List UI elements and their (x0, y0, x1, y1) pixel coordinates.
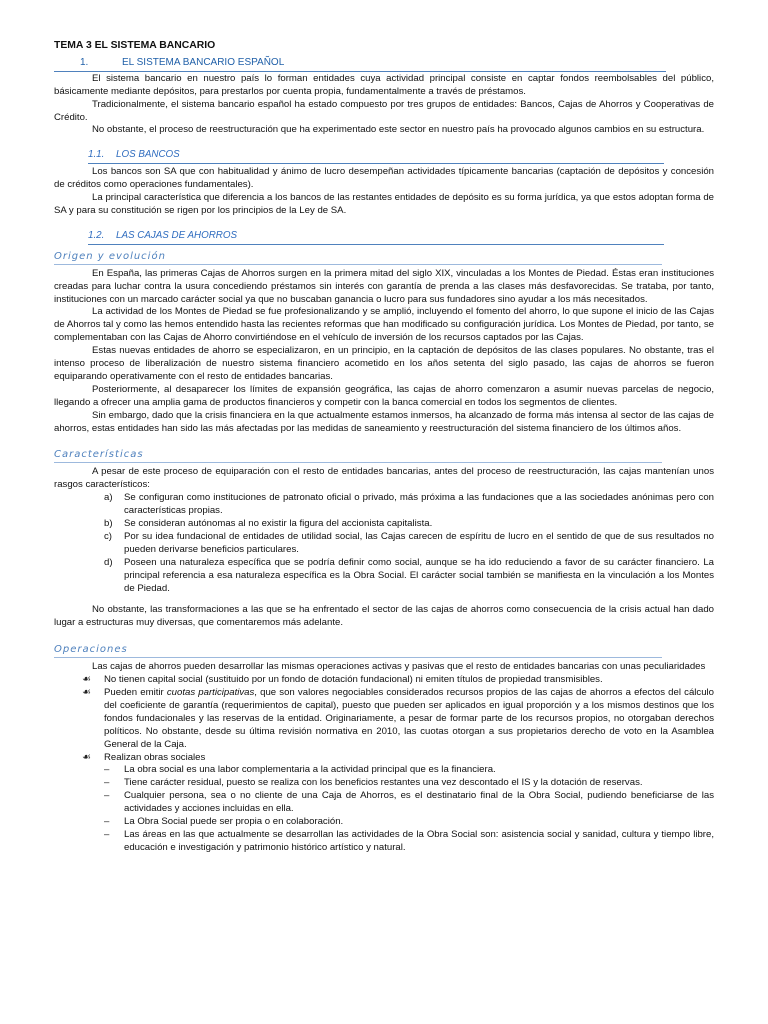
paragraph: Estas nuevas entidades de ahorro se especializaron, en un principio, en la captación de depósitos de las clases populares. No obstante, tras el intenso proceso de liberalización de nuestro sistema financiero acometido en los años setenta del siglo pasado, las cajas de ahorros se fueron equiparando operativamente con el resto de entidades bancarias. (54, 345, 714, 382)
dash-bullet: – (104, 828, 110, 840)
list-label: c) (104, 530, 112, 542)
list-text: Se configuran como instituciones de patronato oficial o privado, más próxima a las fundaciones que a las sociedades anónimas pero con características propias. (124, 492, 714, 517)
sublist-item (54, 790, 714, 816)
sublist-item (54, 829, 714, 855)
list-text: Las áreas en las que actualmente se desarrollan las actividades de la Obra Social son: asistencia social y sanidad, cultura y tiempo libre, educación e investigación y patrimonio histórico artístico y natural. (124, 828, 714, 853)
paragraph: La principal característica que diferencia a los bancos de las restantes entidades de depósito es su forma jurídica, ya que estos adoptan forma de SA y para su constitución se rigen por los principios de la Ley de SA. (54, 192, 714, 216)
list-text: , que son valores negociables considerados recursos propios de las cajas de ahorros a efectos del cálculo del coeficiente de garantía (requerimientos de capital), puesto que pueden ser aplicados en igual proporción y a los mismos destinos que los fondos fundacionales y las reservas de la entidad. Originariamente, a pesar de formar parte de los recursos propios, no otorgaban derechos políticos. No obstante, desde su última revisión normativa en 2010, las cuotas otorgan a sus propietarios derecho de voto en la Asamblea General de la Caja. (104, 686, 715, 750)
list-text: Cualquier persona, sea o no cliente de una Caja de Ahorros, es el destinatario final de la Obra Social, pudiendo beneficiarse de las actividades y acciones incluidas en ella. (124, 790, 714, 815)
list-text: Tiene carácter residual, puesto se realiza con los beneficios restantes una vez descontado el IS y la dotación de reservas. (124, 777, 643, 789)
paragraph: No obstante, el proceso de reestructuración que ha experimentado este sector en nuestro país ha provocado algunos cambios en su estructura. (92, 124, 705, 136)
paragraph: El sistema bancario en nuestro país lo forman entidades cuya actividad principal consiste en captar fondos reembolsables del público, básicamente mediante depósitos, para prestarlos por cuenta propia, fundamentalmente a través de préstamos. (54, 72, 714, 97)
heading-caracteristicas: Características (54, 449, 662, 463)
list-item (54, 518, 714, 531)
subsection-heading-cajas (88, 230, 664, 245)
heading-origen-evolucion: Origen y evolución (54, 251, 662, 265)
section-heading-sistema-bancario (54, 57, 666, 72)
list-text: Realizan obras sociales (104, 751, 206, 763)
characteristics-list (54, 492, 714, 595)
paragraph: La actividad de los Montes de Piedad se fue profesionalizando y se amplió, incluyendo el fomento del ahorro, lo que supone el inicio de las Cajas de Ahorros tal y como las hemos entendido hasta las recientes reformas que han modificado su configuración jurídica. Los Montes de Piedad, por tanto, se complementaban con las Cajas de Ahorro convirtiéndose en el vehículo de inversión de los recursos captados por las Cajas. (54, 306, 714, 344)
paragraph: A pesar de este proceso de equiparación con el resto de entidades bancarias, antes del proceso de reestructuración, las cajas mantenían unos rasgos característicos: (54, 466, 714, 491)
paragraph: No obstante, las transformaciones a las que se ha enfrentado el sector de las cajas de ahorros como consecuencia de la crisis actual han dado lugar a estructuras muy diversas, que comentaremos más adelante. (54, 604, 714, 629)
paragraph: En España, las primeras Cajas de Ahorros surgen en la primera mitad del siglo XIX, vinculadas a los Montes de Piedad. Éstas eran instituciones creadas para luchar contra la usura concediendo préstamos sin interés con garantía de prenda a las clases más desfavorecidas. Se trataba, por tanto, instituciones con un marcado carácter social ya que no buscaban ganancia o lucro para sus fundadores sino ayudar a los más necesitados. (54, 267, 714, 305)
list-label: b) (104, 518, 113, 529)
list-text: Poseen una naturaleza específica que se podría definir como social, aunque se ha ido reduciendo a favor de su carácter financiero. La principal referencia a esa naturaleza específica es la Obra Social. El carácter social también se manifiesta en la vinculación a los Montes de Piedad. (124, 556, 714, 594)
sublist-item (54, 764, 714, 777)
list-text: La obra social es una labor complementaria a la actividad principal que es la financiera. (124, 764, 496, 776)
fleuron-bullet-icon: ☙ (82, 686, 91, 698)
dash-bullet: – (104, 777, 110, 789)
paragraph: Tradicionalmente, el sistema bancario español ha estado compuesto por tres grupos de entidades: Bancos, Cajas de Ahorros y Cooperativas de Crédito. (54, 98, 714, 123)
list-label: a) (104, 492, 113, 504)
paragraph: Sin embargo, dado que la crisis financiera en la que actualmente estamos inmersos, ha alcanzado de forma más intensa al sector de las cajas de ahorros, estas entidades han sido las más afectadas por las medidas de saneamiento y reestructuración del sistema financiero de los últimos años. (54, 409, 714, 434)
list-item (54, 492, 714, 518)
list-text: Por su idea fundacional de entidades de utilidad social, las Cajas carecen de espíritu de lucro en el sentido de que de sus resultados no pueden derivarse beneficios particulares. (124, 530, 714, 555)
dash-bullet: – (104, 816, 110, 828)
list-item (54, 531, 714, 557)
paragraph: Los bancos son SA que con habitualidad y ánimo de lucro desempeñan actividades típicamente bancarias (captación de depósitos y concesión de créditos como operaciones fundamentales). (54, 166, 714, 191)
fleuron-bullet-icon: ☙ (82, 751, 91, 763)
fleuron-bullet-icon: ☙ (82, 674, 91, 686)
subsection-heading-text: LAS CAJAS DE AHORROS (116, 229, 238, 241)
section-heading-text: EL SISTEMA BANCARIO ESPAÑOL (122, 56, 285, 68)
list-text: Pueden emitir (104, 686, 167, 698)
subsection-heading-text: LOS BANCOS (116, 149, 180, 161)
list-item (54, 752, 714, 855)
list-text: No tienen capital social (sustituido por un fondo de dotación fundacional) ni emiten títulos de propiedad transmisibles. (104, 674, 603, 686)
heading-operaciones: Operaciones (54, 644, 662, 658)
list-text: La Obra Social puede ser propia o en colaboración. (124, 816, 344, 828)
dash-bullet: – (104, 764, 110, 776)
document-title: TEMA 3 EL SISTEMA BANCARIO (54, 40, 216, 51)
list-label: d) (104, 556, 113, 568)
section-number: 1. (80, 56, 89, 68)
paragraph: Posteriormente, al desaparecer los límites de expansión geográfica, las cajas de ahorro comenzaron a asumir nuevas parcelas de negocio, llegando a ofrecer una amplia gama de productos financieros y competir con la banca comercial en todos los segmentos de clientes. (54, 383, 714, 408)
operations-list (54, 674, 714, 855)
paragraph: Las cajas de ahorros pueden desarrollar las mismas operaciones activas y pasivas que el resto de entidades bancarias con unas peculiaridades (92, 661, 706, 673)
dash-bullet: – (104, 790, 110, 802)
emphasis-cuotas: cuotas participativas (166, 686, 255, 698)
list-text: Se consideran autónomas al no existir la figura del accionista capitalista. (124, 518, 433, 529)
sublist-item (54, 816, 714, 829)
sublist-item (54, 777, 714, 790)
subsection-number: 1.2. (88, 229, 105, 241)
subsection-heading-bancos (88, 149, 664, 164)
list-item (54, 687, 714, 752)
list-item (54, 557, 714, 596)
list-item (54, 674, 714, 687)
subsection-number: 1.1. (88, 149, 105, 161)
obra-social-sublist (54, 764, 714, 854)
